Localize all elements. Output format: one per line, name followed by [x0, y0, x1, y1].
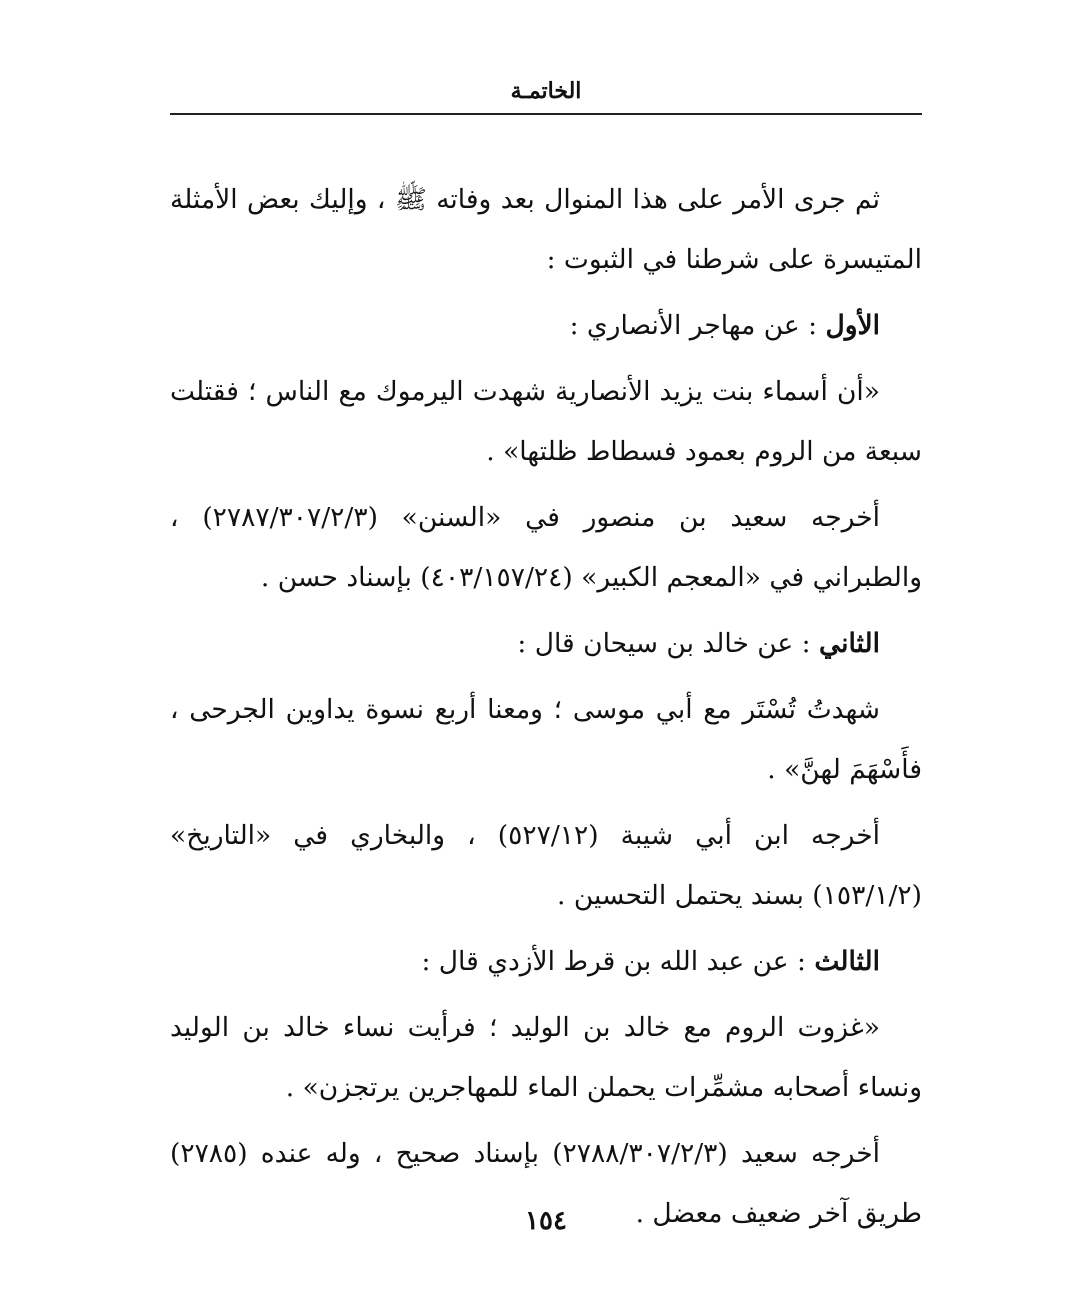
example-label-third: الثالث: [814, 946, 880, 977]
narration-first: «أن أسماء بنت يزيد الأنصارية شهدت اليرموك مع الناس ؛ فقتلت سبعة من الروم بعمود فسطاط ظلتها» .: [170, 376, 922, 467]
takhrij-first: أخرجه سعيد بن منصور في «السنن» (٢٧٨٧/٣٠٧/٢/٣) ، والطبراني في «المعجم الكبير» (٤٠٣/١٥٧/٢٤) بإسناد حسن .: [170, 502, 922, 593]
example-label-second: الثاني: [819, 628, 880, 659]
example-source-first: : عن مهاجر الأنصاري :: [569, 310, 826, 341]
example-heading-third: [170, 932, 922, 992]
example-heading-second: [170, 614, 922, 674]
running-head-title: الخاتمـة: [510, 78, 582, 104]
page-number: ١٥٤: [525, 1206, 567, 1236]
narration-second: شهدتُ تُسْتَر مع أبي موسى ؛ ومعنا أربع نسوة يداوين الجرحى ، فأَسْهَمَ لهنَّ» .: [170, 694, 922, 785]
narration-third: «غزوت الروم مع خالد بن الوليد ؛ فرأيت نساء خالد بن الوليد ونساء أصحابه مشمِّرات يحملن الماء للمهاجرين يرتجزن» .: [170, 1012, 922, 1103]
takhrij-second: أخرجه ابن أبي شيبة (٥٢٧/١٢) ، والبخاري في «التاريخ» (١٥٣/١/٢) بسند يحتمل التحسين .: [170, 820, 922, 911]
example-label-first: الأول: [825, 310, 880, 341]
intro-paragraph: ثم جرى الأمر على هذا المنوال بعد وفاته ﷺ ، وإليك بعض الأمثلة المتيسرة على شرطنا في الثبوت :: [170, 184, 922, 275]
example-source-third: : عن عبد الله بن قرط الأزدي قال :: [421, 946, 815, 977]
example-source-second: : عن خالد بن سيحان قال :: [517, 628, 820, 659]
example-heading-first: [170, 296, 922, 356]
page-body: [170, 170, 922, 1250]
takhrij-third: أخرجه سعيد (٢٧٨٨/٣٠٧/٢/٣) بإسناد صحيح ، وله عنده (٢٧٨٥) طريق آخر ضعيف معضل .: [170, 1138, 922, 1229]
header-rule: [170, 113, 922, 115]
